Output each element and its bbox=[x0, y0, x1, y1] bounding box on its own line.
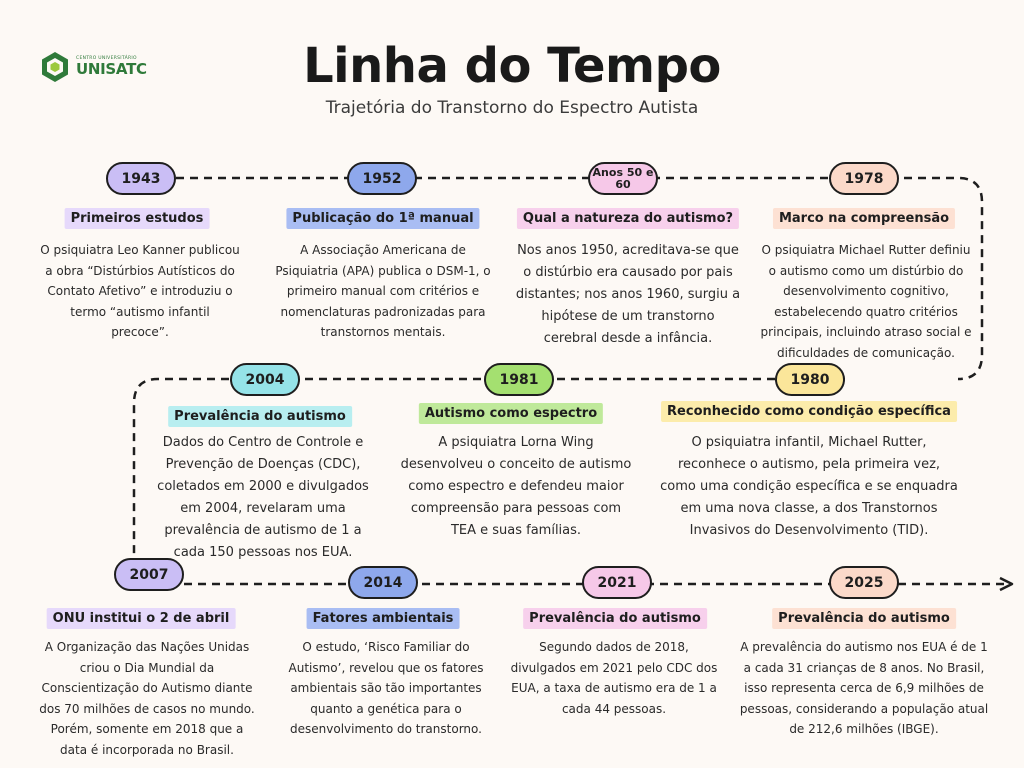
event-text-1952: A Associação Americana de Psiquiatria (APA) publica o DSM-1, o primeiro manual com critérios e nomenclaturas padronizadas para transtornos mentais. bbox=[275, 243, 491, 339]
event-label-2004: Prevalência do autismo bbox=[168, 406, 352, 427]
event-label-1980: Reconhecido como condição específica bbox=[661, 401, 957, 422]
year-pill-1952: 1952 bbox=[347, 162, 417, 195]
logo-subtext: CENTRO UNIVERSITÁRIO bbox=[76, 55, 137, 61]
event-text-2021: Segundo dados de 2018, divulgados em 2021 pelo CDC dos EUA, a taxa de autismo era de 1 a cada 44 pessoas. bbox=[510, 640, 718, 716]
year-pill-2007: 2007 bbox=[114, 558, 184, 591]
event-text-2014: O estudo, ‘Risco Familiar do Autismo’, revelou que os fatores ambientais são tão importantes quanto a genética para o desenvolvimento do transtorno. bbox=[288, 640, 484, 736]
event-text-1981: A psiquiatra Lorna Wing desenvolveu o conceito de autismo como espectro e defendeu maior compreensão para pessoas com TEA e suas famílias. bbox=[400, 435, 632, 538]
event-label-2025: Prevalência do autismo bbox=[772, 608, 956, 629]
year-pill-1980: 1980 bbox=[775, 363, 845, 396]
page-title: Linha do Tempo bbox=[303, 38, 721, 94]
event-text-2004: Dados do Centro de Controle e Prevenção de Doenças (CDC), coletados em 2000 e divulgados em 2004, revelaram uma prevalência de autismo de 1 a cada 150 pessoas nos EUA. bbox=[157, 435, 369, 560]
event-label-1978: Marco na compreensão bbox=[773, 208, 955, 229]
page-subtitle: Trajetória do Transtorno do Espectro Autista bbox=[325, 98, 699, 118]
event-text-1980: O psiquiatra infantil, Michael Rutter, reconhece o autismo, pela primeira vez, como uma condição específica e se enquadra em uma nova classe, a dos Transtornos Invasivos do Desenvolvimento (TID). bbox=[660, 435, 958, 538]
event-text-1978: O psiquiatra Michael Rutter definiu o autismo como um distúrbio do desenvolvimento cognitivo, estabelecendo quatro critérios principais, incluindo atraso social e dificuldades de comunicação. bbox=[760, 243, 972, 360]
event-text-1943: O psiquiatra Leo Kanner publicou a obra “Distúrbios Autísticos do Contato Afetivo” e introduziu o termo “autismo infantil precoce”. bbox=[40, 243, 240, 339]
year-pill-1943: 1943 bbox=[106, 162, 176, 195]
event-label-2014: Fatores ambientais bbox=[307, 608, 460, 629]
event-label-2021: Prevalência do autismo bbox=[523, 608, 707, 629]
year-pill-2004: 2004 bbox=[230, 363, 300, 396]
year-pill-1978: 1978 bbox=[829, 162, 899, 195]
logo-name: UNISATC bbox=[76, 60, 147, 79]
year-pill-anos-50-60: Anos 50 e 60 bbox=[588, 162, 658, 195]
year-pill-2014: 2014 bbox=[348, 566, 418, 599]
year-pill-1981: 1981 bbox=[484, 363, 554, 396]
event-label-1981: Autismo como espectro bbox=[419, 403, 603, 424]
year-pill-2021: 2021 bbox=[582, 566, 652, 599]
event-label-1952: Publicação do 1ª manual bbox=[286, 208, 479, 229]
year-pill-2025: 2025 bbox=[829, 566, 899, 599]
event-label-anos-50-60: Qual a natureza do autismo? bbox=[517, 208, 739, 229]
event-text-2007: A Organização das Nações Unidas criou o Dia Mundial da Conscientização do Autismo diante dos 70 milhões de casos no mundo. Porém, somente em 2018 que a data é incorporada no Brasil. bbox=[39, 640, 255, 757]
event-label-1943: Primeiros estudos bbox=[65, 208, 210, 229]
event-text-anos-50-60: Nos anos 1950, acreditava-se que o distúrbio era causado por pais distantes; nos anos 1960, surgiu a hipótese de um transtorno cerebral desde a infância. bbox=[515, 243, 741, 346]
event-text-2025: A prevalência do autismo nos EUA é de 1 a cada 31 crianças de 8 anos. No Brasil, isso representa cerca de 6,9 milhões de pessoas, considerando a população atual de 212,6 milhões (IBGE). bbox=[739, 640, 989, 736]
event-label-2007: ONU institui o 2 de abril bbox=[47, 608, 236, 629]
